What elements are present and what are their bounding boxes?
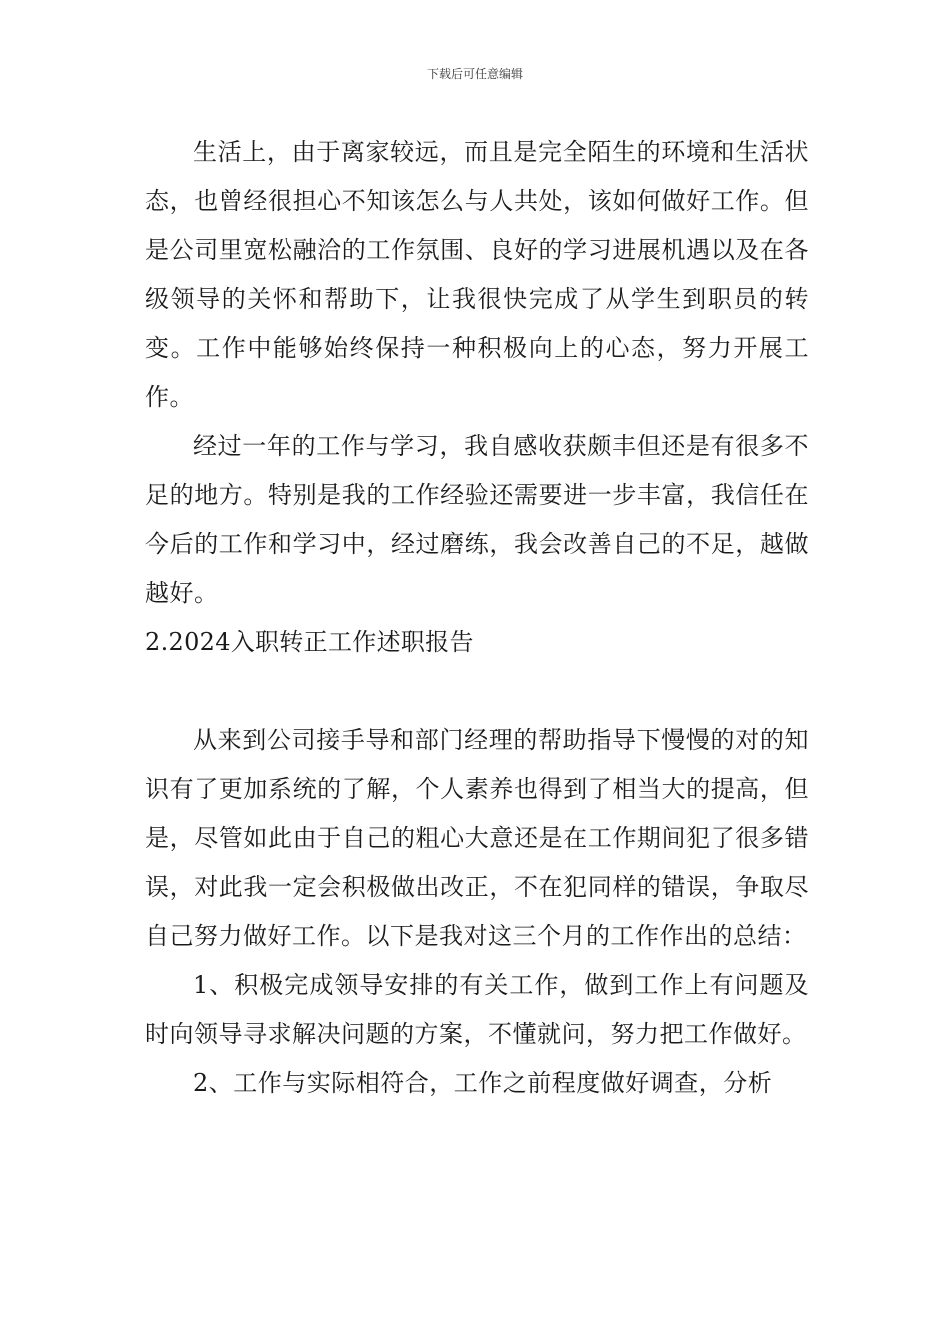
paragraph: 经过一年的工作与学习，我自感收获颇丰但还是有很多不足的地方。特别是我的工作经验还需要进一步丰富，我信任在今后的工作和学习中，经过磨练，我会改善自己的不足，越做越好。 [145,432,809,607]
paragraph: 从来到公司接手导和部门经理的帮助指导下慢慢的对的知识有了更加系统的了解，个人素养也得到了相当大的提高，但是，尽管如此由于自己的粗心大意还是在工作期间犯了很多错误，对此我一定会积极做出改正，不在犯同样的错误，争取尽自己努力做好工作。以下是我对这三个月的工作作出的总结： [145,726,809,950]
section-title: 2.2024入职转正工作述职报告 [145,628,474,656]
blank-line [145,667,809,716]
list-item: 1、积极完成领导安排的有关工作，做到工作上有问题及时向领导寻求解决问题的方案，不懂就问，努力把工作做好。 [145,971,809,1048]
list-item: 2、工作与实际相符合，工作之前程度做好调查，分析 [193,1069,773,1097]
document-body [145,128,809,1108]
page-header-note: 下载后可任意编辑 [426,67,523,81]
paragraph: 生活上，由于离家较远，而且是完全陌生的环境和生活状态，也曾经很担心不知该怎么与人共处，该如何做好工作。但是公司里宽松融洽的工作氛围、良好的学习进展机遇以及在各级领导的关怀和帮助下，让我很快完成了从学生到职员的转变。工作中能够始终保持一种积极向上的心态，努力开展工作。 [145,138,809,411]
